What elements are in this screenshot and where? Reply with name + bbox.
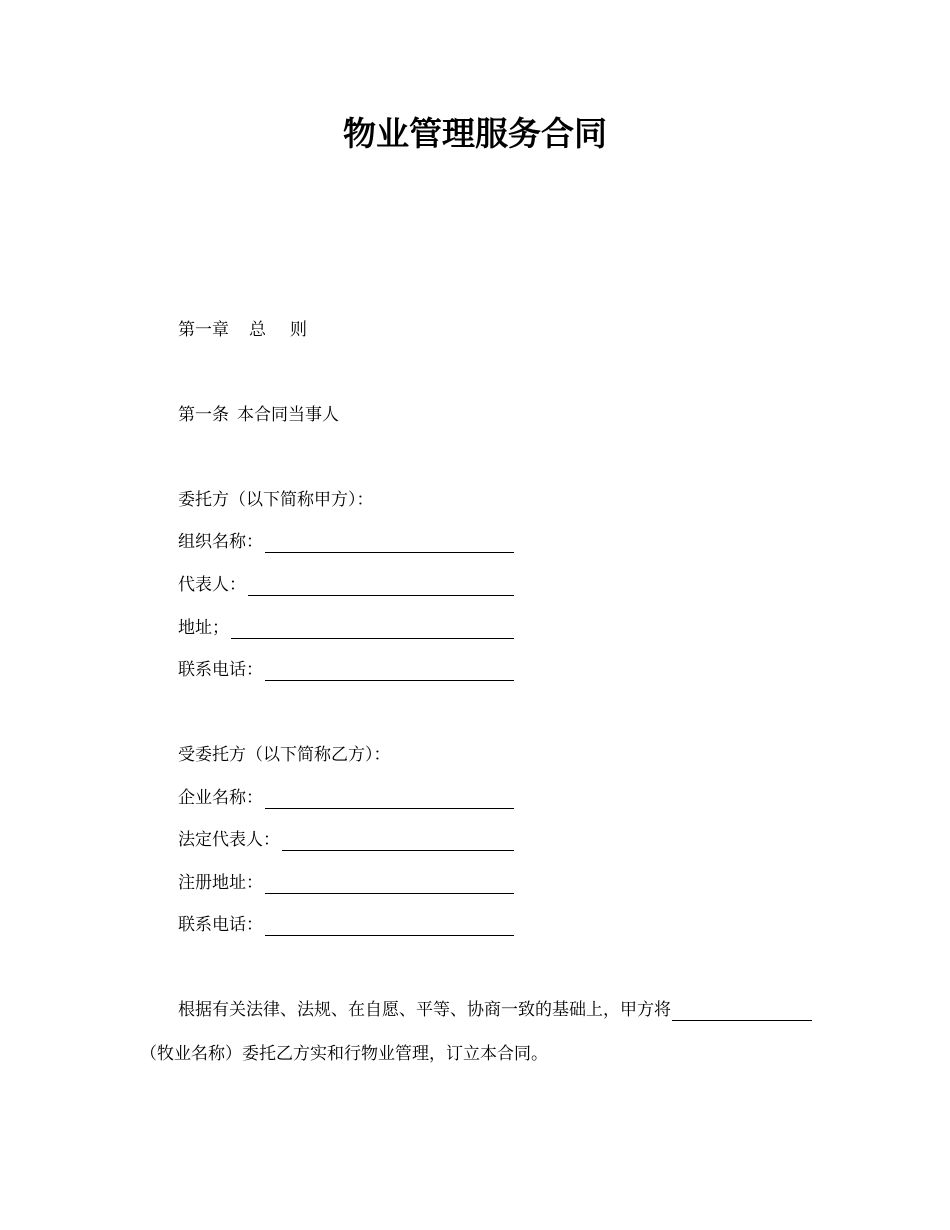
article-heading bbox=[178, 404, 339, 426]
party-a-representative-label: 代表人： bbox=[178, 575, 246, 595]
document-title: 物业管理服务合同 bbox=[343, 114, 607, 153]
party-b-company-name-blank[interactable] bbox=[265, 788, 514, 809]
party-a-representative-blank[interactable] bbox=[248, 575, 514, 596]
party-b-phone-blank[interactable] bbox=[265, 915, 514, 936]
party-b-legal-rep-row bbox=[178, 829, 514, 851]
party-a-representative-row bbox=[178, 574, 514, 596]
party-b-legal-rep-blank[interactable] bbox=[282, 830, 514, 851]
party-a-org-name-label: 组织名称： bbox=[178, 532, 263, 552]
party-b-phone-label: 联系电话： bbox=[178, 915, 263, 935]
chapter-heading bbox=[178, 319, 307, 341]
party-a-phone-blank[interactable] bbox=[265, 660, 514, 681]
property-name-blank[interactable] bbox=[672, 1000, 812, 1021]
chapter-word-1: 总 bbox=[249, 320, 266, 340]
party-b-company-name-label: 企业名称： bbox=[178, 788, 263, 808]
party-b-heading: 受委托方（以下简称乙方）： bbox=[178, 745, 391, 765]
agreement-paragraph-text-1: 根据有关法律、法规、在自愿、平等、协商一致的基础上，甲方将 bbox=[178, 1000, 671, 1020]
agreement-paragraph-line-2: （牧业名称）委托乙方实和行物业管理，订立本合同。 bbox=[140, 1044, 548, 1064]
article-number: 第一条 bbox=[178, 405, 229, 425]
party-b-registered-address-row bbox=[178, 872, 514, 894]
chapter-word-2: 则 bbox=[290, 320, 307, 340]
agreement-paragraph-line-1 bbox=[178, 999, 812, 1021]
party-a-phone-row bbox=[178, 659, 514, 681]
party-a-address-label: 地址； bbox=[178, 618, 229, 638]
party-b-legal-rep-label: 法定代表人： bbox=[178, 830, 280, 850]
party-a-address-blank[interactable] bbox=[231, 618, 514, 639]
party-b-company-name-row bbox=[178, 787, 514, 809]
party-a-address-row bbox=[178, 617, 514, 639]
article-title: 本合同当事人 bbox=[237, 405, 339, 425]
party-a-heading: 委托方（以下简称甲方）： bbox=[178, 490, 374, 510]
party-a-org-name-row bbox=[178, 531, 514, 553]
party-b-registered-address-label: 注册地址： bbox=[178, 873, 263, 893]
party-b-phone-row bbox=[178, 914, 514, 936]
party-b-registered-address-blank[interactable] bbox=[265, 873, 514, 894]
party-a-org-name-blank[interactable] bbox=[265, 532, 514, 553]
chapter-number: 第一章 bbox=[178, 320, 229, 340]
party-a-phone-label: 联系电话： bbox=[178, 660, 263, 680]
